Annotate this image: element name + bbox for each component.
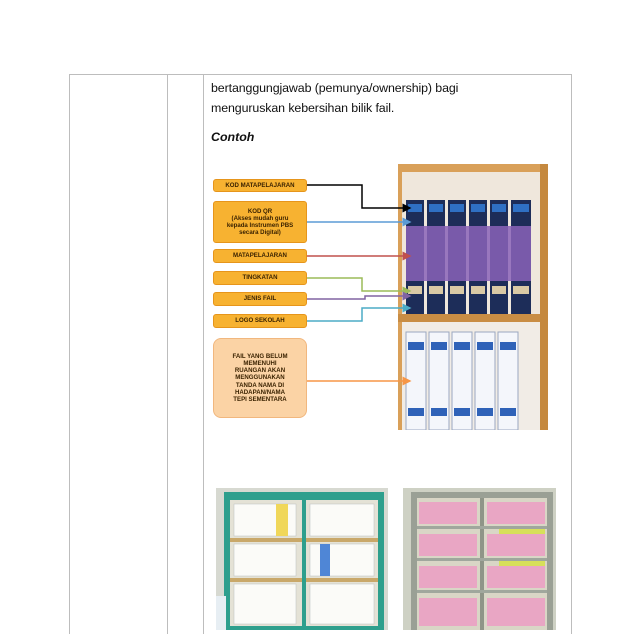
binder-row-bottom xyxy=(406,332,518,430)
label-fail-belum: FAIL YANG BELUM MEMENUHI RUANGAN AKAN MENGGUNAKAN TANDA NAMA DI HADAPAN/NAMA TEPI SEMENTARA xyxy=(213,338,307,418)
body-paragraph xyxy=(211,78,458,118)
example-heading: Contoh xyxy=(211,130,255,144)
label-matapelajaran: MATAPELAJARAN xyxy=(213,249,307,263)
column-divider xyxy=(203,75,204,634)
label-jenis-fail: JENIS FAIL xyxy=(213,292,307,306)
shelf-photo xyxy=(398,164,548,430)
column-divider xyxy=(167,75,168,634)
label-logo-sekolah: LOGO SEKOLAH xyxy=(213,314,307,328)
paragraph-line: bertanggungjawab (pemunya/ownership) bagi xyxy=(211,81,459,95)
cabinet-photo-right xyxy=(403,488,556,630)
label-tingkatan: TINGKATAN xyxy=(213,271,307,285)
cabinet-photo-left xyxy=(216,488,388,630)
label-kod-matapelajaran: KOD MATAPELAJARAN xyxy=(213,179,307,192)
label-kod-qr: KOD QR (Akses mudah guru kepada Instrumen PBS secara Digital) xyxy=(213,201,307,243)
paragraph-line: menguruskan kebersihan bilik fail. xyxy=(211,101,395,115)
